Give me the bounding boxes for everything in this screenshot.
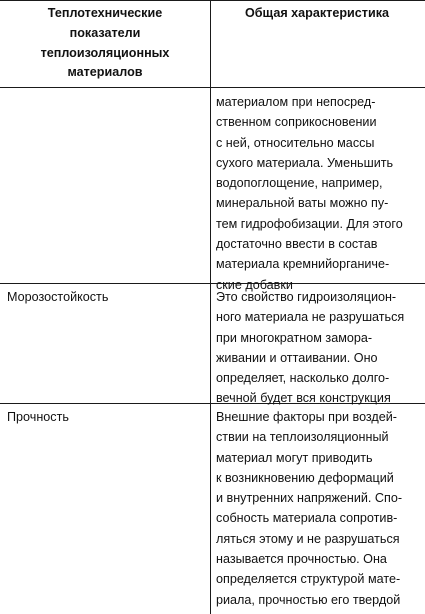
header-description: Общая характеристика [244,6,390,20]
table-row [0,404,425,614]
header-indicator: Теплотехнические показатели теплоизоляционных материалов [0,1,211,87]
table-row [0,88,425,292]
row-description: материалом при непосред- ственном соприкосновении с ней, относительно массы сухого материала. Уменьшить водопоглощение, например, минеральной ваты можно пу- тем гидрофобизации. Для этого достаточно ввести в состав материала кремнийорганиче- ские добавки [216,95,403,292]
row-indicator: Морозостойкость [0,284,211,403]
row-description: Внешние факторы при воздей- ствии на теплоизоляционный материал могут приводить к возникновению деформаций и внутренних напряжений. Спо- собность материала сопротив- ляться этому и не разрушаться называется прочностью. Она определяется структурой мате- риала, прочностью его твердой [216,410,403,607]
row-description: Это свойство гидроизоляцион- ного материала не разрушаться при многократном замора- живании и оттаивании. Оно определяет, насколько долго- вечной будет вся конструкция [216,290,405,406]
row-indicator: Прочность [0,404,211,614]
row-indicator [0,88,211,283]
table-row [0,284,425,404]
table-header-row [0,1,425,88]
